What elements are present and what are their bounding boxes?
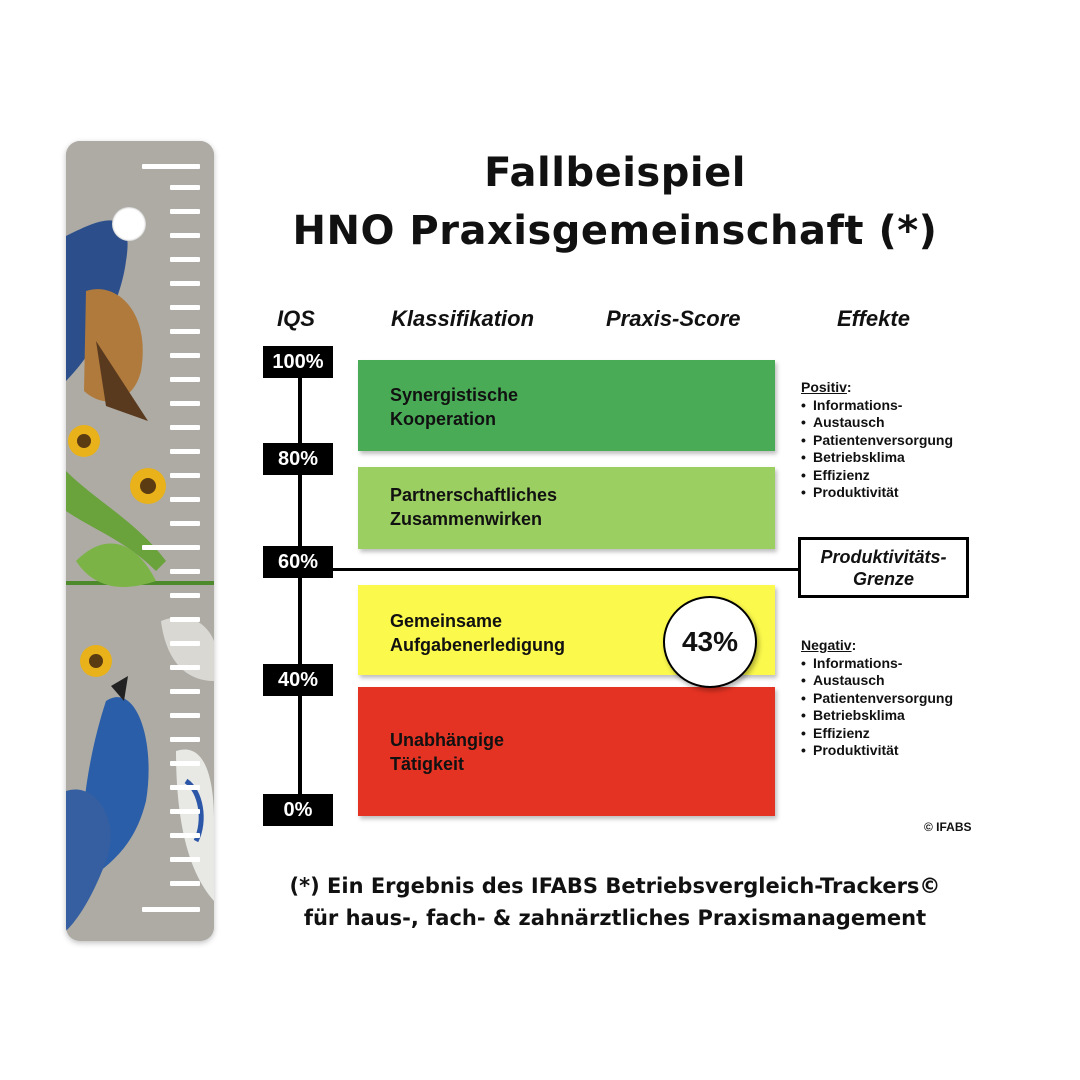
ruler-tick xyxy=(170,881,200,886)
effect-item: • Betriebsklima xyxy=(801,449,953,467)
ruler-tick xyxy=(170,617,200,622)
ruler-tick xyxy=(170,401,200,406)
copyright-notice: © IFABS xyxy=(924,820,972,834)
band-label-line-1: Unabhängige xyxy=(390,730,505,750)
column-header-klassifikation: Klassifikation xyxy=(391,306,535,331)
band-label-line-2: Kooperation xyxy=(390,409,496,429)
column-header-effekte: Effekte xyxy=(837,306,910,331)
band-label-line-1: Partnerschaftliches xyxy=(390,485,558,505)
effect-item: • Patientenversorgung xyxy=(801,690,953,708)
limit-label-line-2: Grenze xyxy=(852,569,915,589)
ruler-tick xyxy=(142,545,200,550)
ruler-tick xyxy=(170,497,200,502)
effect-item: • Effizienz xyxy=(801,467,953,485)
axis-tick-80: 80% xyxy=(263,443,333,475)
ruler-tick xyxy=(170,761,200,766)
ruler-tick xyxy=(170,809,200,814)
band-label-line-2: Aufgabenerledigung xyxy=(390,635,565,655)
ruler-tick xyxy=(170,785,200,790)
ruler-tick xyxy=(170,209,200,214)
column-header-praxis-score: Praxis-Score xyxy=(606,306,741,331)
effects-positive: Positiv: • Informations- • Austausch • Patientenversorgung • Betriebsklima • Effizienz • Produktivität xyxy=(801,379,953,502)
ruler-tick xyxy=(142,164,200,169)
footnote-line-2: für haus-, fach- & zahnärztliches Praxismanagement xyxy=(303,906,927,930)
praxis-score-badge: 43% xyxy=(663,596,757,688)
ruler-tick xyxy=(170,521,200,526)
ruler-tick xyxy=(142,907,200,912)
title-line-2: HNO Praxisgemeinschaft (*) xyxy=(292,208,938,254)
effect-item-continuation: • Austausch xyxy=(801,672,953,690)
band-label-line-2: Tätigkeit xyxy=(390,754,465,774)
ruler-tick xyxy=(170,737,200,742)
effect-item: • Produktivität xyxy=(801,742,953,760)
ruler-tick xyxy=(170,233,200,238)
ruler-tick xyxy=(170,257,200,262)
axis-tick-40: 40% xyxy=(263,664,333,696)
ruler-tick xyxy=(170,665,200,670)
band-synergistische-kooperation xyxy=(358,360,775,451)
effect-item: • Informations- xyxy=(801,397,953,415)
ruler-tick xyxy=(170,185,200,190)
ruler-bookmark-image xyxy=(66,141,214,941)
footnote-line-1: (*) Ein Ergebnis des IFABS Betriebsvergleich-Trackers© xyxy=(289,874,941,898)
ruler-tick xyxy=(170,641,200,646)
ruler-tick xyxy=(170,569,200,574)
effects-negative: Negativ: • Informations- • Austausch • Patientenversorgung • Betriebsklima • Effizienz • Produktivität xyxy=(801,637,953,760)
band-partnerschaftliches-zusammenwirken xyxy=(358,467,775,549)
iqs-axis-line xyxy=(298,366,302,812)
ruler-tick xyxy=(170,593,200,598)
bookmark-hole xyxy=(112,207,146,241)
effect-item-continuation: • Austausch xyxy=(801,414,953,432)
effect-item: • Betriebsklima xyxy=(801,707,953,725)
axis-tick-60: 60% xyxy=(263,546,333,578)
ruler-tick xyxy=(170,449,200,454)
band-unabhaengige-taetigkeit xyxy=(358,687,775,816)
band-label-line-1: Gemeinsame xyxy=(390,611,503,631)
ruler-tick xyxy=(170,377,200,382)
effect-item: • Informations- xyxy=(801,655,953,673)
effects-positive-heading: Positiv xyxy=(801,379,847,395)
effect-item: • Produktivität xyxy=(801,484,953,502)
band-label-line-2: Zusammenwirken xyxy=(390,509,543,529)
ruler-tick xyxy=(170,305,200,310)
productivity-limit-box xyxy=(798,537,969,598)
effects-negative-heading: Negativ xyxy=(801,637,852,653)
ruler-tick xyxy=(170,473,200,478)
axis-tick-0: 0% xyxy=(263,794,333,826)
axis-tick-100: 100% xyxy=(263,346,333,378)
column-header-iqs: IQS xyxy=(277,306,315,331)
ruler-tick xyxy=(170,713,200,718)
productivity-limit-line xyxy=(270,568,800,571)
ruler-tick xyxy=(170,329,200,334)
ruler-tick xyxy=(170,689,200,694)
ruler-tick xyxy=(170,353,200,358)
title-line-1: Fallbeispiel xyxy=(484,150,746,196)
ruler-tick xyxy=(170,833,200,838)
limit-label-line-1: Produktivitäts- xyxy=(820,547,947,567)
ruler-tick xyxy=(170,425,200,430)
ruler-tick xyxy=(170,857,200,862)
band-label-line-1: Synergistische xyxy=(390,385,519,405)
effect-item: • Patientenversorgung xyxy=(801,432,953,450)
ruler-tick xyxy=(170,281,200,286)
effect-item: • Effizienz xyxy=(801,725,953,743)
